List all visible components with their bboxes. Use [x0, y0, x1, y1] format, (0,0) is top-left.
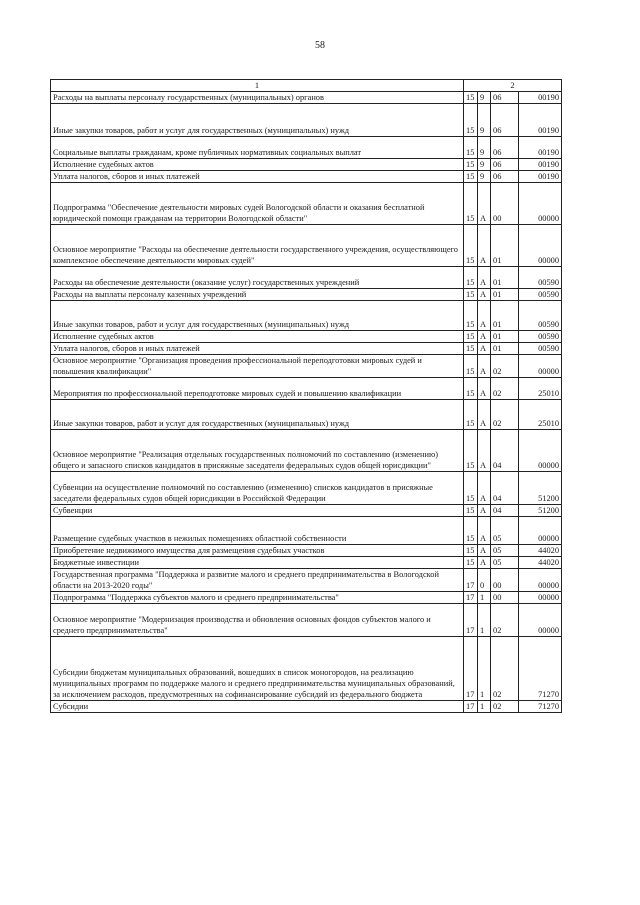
table-row [51, 301, 562, 331]
table-row [51, 569, 562, 592]
row-code-event: 06 [491, 171, 519, 183]
table-row [51, 159, 562, 171]
row-code-program: 15 [464, 355, 478, 378]
row-code-direction: 00190 [519, 137, 562, 159]
row-code-program: 15 [464, 517, 478, 545]
row-code-program: 17 [464, 604, 478, 637]
row-code-direction: 00190 [519, 171, 562, 183]
table-row [51, 378, 562, 400]
row-name: Бюджетные инвестиции [51, 557, 464, 569]
table-row [51, 701, 562, 713]
row-name: Основное мероприятие "Расходы на обеспечение деятельности государственного учреждения, осуществляющего комплексное обеспечение деятельности мировых судей" [51, 225, 464, 267]
row-code-subprogram: А [478, 378, 491, 400]
row-code-event: 02 [491, 355, 519, 378]
row-code-program: 17 [464, 592, 478, 604]
row-name: Расходы на выплаты персоналу государственных (муниципальных) органов [51, 92, 464, 104]
row-code-event: 05 [491, 545, 519, 557]
row-code-subprogram: А [478, 301, 491, 331]
row-code-event: 02 [491, 637, 519, 701]
row-code-event: 01 [491, 267, 519, 289]
row-name: Субвенции [51, 505, 464, 517]
row-name: Иные закупки товаров, работ и услуг для государственных (муниципальных) нужд [51, 301, 464, 331]
row-code-program: 15 [464, 171, 478, 183]
table-row [51, 472, 562, 505]
row-code-subprogram: 9 [478, 104, 491, 137]
row-code-program: 15 [464, 378, 478, 400]
row-code-direction: 00590 [519, 331, 562, 343]
row-code-direction: 00000 [519, 355, 562, 378]
row-code-subprogram: А [478, 343, 491, 355]
row-code-program: 15 [464, 183, 478, 225]
row-code-event: 06 [491, 92, 519, 104]
row-code-subprogram: А [478, 557, 491, 569]
row-code-event: 06 [491, 137, 519, 159]
header-col-1: 1 [51, 80, 464, 92]
row-name: Уплата налогов, сборов и иных платежей [51, 171, 464, 183]
row-code-direction: 51200 [519, 472, 562, 505]
table-row [51, 604, 562, 637]
table-row [51, 557, 562, 569]
row-code-event: 02 [491, 604, 519, 637]
table-row [51, 137, 562, 159]
row-code-event: 00 [491, 183, 519, 225]
row-code-direction: 00590 [519, 301, 562, 331]
table-body [51, 92, 562, 713]
row-code-event: 02 [491, 701, 519, 713]
table-row [51, 183, 562, 225]
row-code-direction: 00590 [519, 343, 562, 355]
row-code-direction: 25010 [519, 400, 562, 430]
page-number: 58 [315, 40, 325, 51]
row-code-event: 04 [491, 505, 519, 517]
row-code-direction: 00590 [519, 289, 562, 301]
row-code-program: 15 [464, 343, 478, 355]
row-code-program: 15 [464, 557, 478, 569]
row-name: Приобретение недвижимого имущества для размещения судебных участков [51, 545, 464, 557]
row-name: Исполнение судебных актов [51, 331, 464, 343]
row-code-program: 15 [464, 545, 478, 557]
row-name: Государственная программа "Поддержка и развитие малого и среднего предпринимательства в Вологодской области на 2013-2020 годы" [51, 569, 464, 592]
row-name: Подпрограмма "Обеспечение деятельности мировых судей Вологодской области и оказания бесплатной юридической помощи гражданам на территории Вологодской области" [51, 183, 464, 225]
row-code-subprogram: 9 [478, 92, 491, 104]
row-code-event: 02 [491, 378, 519, 400]
row-code-direction: 00190 [519, 159, 562, 171]
row-code-direction: 00590 [519, 267, 562, 289]
row-code-program: 15 [464, 159, 478, 171]
row-code-event: 05 [491, 557, 519, 569]
row-name: Основное мероприятие "Организация проведения профессиональной переподготовки мировых судей и повышения квалификации" [51, 355, 464, 378]
row-code-subprogram: А [478, 355, 491, 378]
row-code-program: 15 [464, 92, 478, 104]
row-code-subprogram: А [478, 517, 491, 545]
row-name: Расходы на обеспечение деятельности (оказание услуг) государственных учреждений [51, 267, 464, 289]
row-code-direction: 71270 [519, 637, 562, 701]
row-name: Подпрограмма "Поддержка субъектов малого и среднего предпринимательства" [51, 592, 464, 604]
row-code-subprogram: 0 [478, 569, 491, 592]
table-row [51, 592, 562, 604]
row-code-event: 04 [491, 430, 519, 472]
row-code-subprogram: 1 [478, 604, 491, 637]
table-row [51, 517, 562, 545]
table-row [51, 355, 562, 378]
row-code-direction: 44020 [519, 545, 562, 557]
row-code-program: 17 [464, 701, 478, 713]
row-code-subprogram: А [478, 331, 491, 343]
row-code-program: 15 [464, 400, 478, 430]
row-code-program: 15 [464, 267, 478, 289]
row-code-direction: 00000 [519, 517, 562, 545]
row-name: Субсидии [51, 701, 464, 713]
row-code-direction: 00000 [519, 569, 562, 592]
budget-table [50, 79, 562, 713]
table-header-row [51, 80, 562, 92]
row-code-program: 15 [464, 104, 478, 137]
row-code-event: 01 [491, 301, 519, 331]
row-code-event: 02 [491, 400, 519, 430]
row-code-program: 15 [464, 137, 478, 159]
row-code-direction: 44020 [519, 557, 562, 569]
row-code-program: 15 [464, 505, 478, 517]
row-code-event: 00 [491, 569, 519, 592]
row-code-program: 17 [464, 569, 478, 592]
row-code-direction: 00190 [519, 92, 562, 104]
row-code-program: 15 [464, 331, 478, 343]
row-code-subprogram: А [478, 225, 491, 267]
row-code-direction: 25010 [519, 378, 562, 400]
row-code-subprogram: 9 [478, 159, 491, 171]
row-code-event: 05 [491, 517, 519, 545]
row-code-program: 15 [464, 225, 478, 267]
row-name: Размещение судебных участков в нежилых помещениях областной собственности [51, 517, 464, 545]
row-code-event: 00 [491, 592, 519, 604]
row-code-subprogram: 1 [478, 701, 491, 713]
row-code-direction: 00000 [519, 183, 562, 225]
table-row [51, 104, 562, 137]
row-code-event: 06 [491, 159, 519, 171]
row-name: Иные закупки товаров, работ и услуг для государственных (муниципальных) нужд [51, 400, 464, 430]
table-row [51, 637, 562, 701]
table-row [51, 225, 562, 267]
row-code-direction: 00000 [519, 604, 562, 637]
row-code-event: 01 [491, 343, 519, 355]
row-code-subprogram: А [478, 400, 491, 430]
row-name: Субсидии бюджетам муниципальных образований, вошедших в список моногородов, на реализацию муниципальных программ по поддержке малого и среднего предпринимательства муниципальных образований, за исключением расходов, предусмотренных на софинансирование субсидий из федерального бюджета [51, 637, 464, 701]
table-row [51, 267, 562, 289]
row-code-subprogram: 9 [478, 137, 491, 159]
row-code-subprogram: 9 [478, 171, 491, 183]
row-code-subprogram: А [478, 289, 491, 301]
table-row [51, 545, 562, 557]
row-code-event: 01 [491, 331, 519, 343]
row-code-event: 01 [491, 225, 519, 267]
row-code-subprogram: 1 [478, 592, 491, 604]
row-code-subprogram: А [478, 472, 491, 505]
table-row [51, 92, 562, 104]
row-code-subprogram: А [478, 183, 491, 225]
row-name: Основное мероприятие "Модернизация производства и обновления основных фондов субъектов малого и среднего предпринимательства" [51, 604, 464, 637]
row-code-subprogram: А [478, 545, 491, 557]
row-code-program: 17 [464, 637, 478, 701]
row-code-event: 06 [491, 104, 519, 137]
row-name: Основное мероприятие "Реализация отдельных государственных полномочий по составлению (изменению) общего и запасного списков кандидатов в присяжные заседатели федеральных судов общей юрисдикции" [51, 430, 464, 472]
row-code-direction: 00190 [519, 104, 562, 137]
row-name: Уплата налогов, сборов и иных платежей [51, 343, 464, 355]
table-row [51, 400, 562, 430]
row-name: Субвенции на осуществление полномочий по составлению (изменению) списков кандидатов в присяжные заседатели федеральных судов общей юрисдикции в Российской Федерации [51, 472, 464, 505]
row-code-program: 15 [464, 472, 478, 505]
table-row [51, 171, 562, 183]
row-code-program: 15 [464, 430, 478, 472]
row-code-subprogram: А [478, 267, 491, 289]
row-name: Иные закупки товаров, работ и услуг для государственных (муниципальных) нужд [51, 104, 464, 137]
row-code-program: 15 [464, 289, 478, 301]
table-row [51, 331, 562, 343]
row-name: Социальные выплаты гражданам, кроме публичных нормативных социальных выплат [51, 137, 464, 159]
row-code-subprogram: А [478, 430, 491, 472]
row-code-direction: 00000 [519, 430, 562, 472]
row-code-direction: 51200 [519, 505, 562, 517]
row-code-direction: 00000 [519, 592, 562, 604]
row-code-direction: 71270 [519, 701, 562, 713]
table-row [51, 289, 562, 301]
row-code-direction: 00000 [519, 225, 562, 267]
table-row [51, 343, 562, 355]
row-code-subprogram: 1 [478, 637, 491, 701]
row-name: Расходы на выплаты персоналу казенных учреждений [51, 289, 464, 301]
row-name: Исполнение судебных актов [51, 159, 464, 171]
header-col-2: 2 [464, 80, 562, 92]
row-code-event: 01 [491, 289, 519, 301]
row-code-event: 04 [491, 472, 519, 505]
row-name: Мероприятия по профессиональной переподготовке мировых судей и повышению квалификации [51, 378, 464, 400]
row-code-program: 15 [464, 301, 478, 331]
table-row [51, 430, 562, 472]
row-code-subprogram: А [478, 505, 491, 517]
table-row [51, 505, 562, 517]
